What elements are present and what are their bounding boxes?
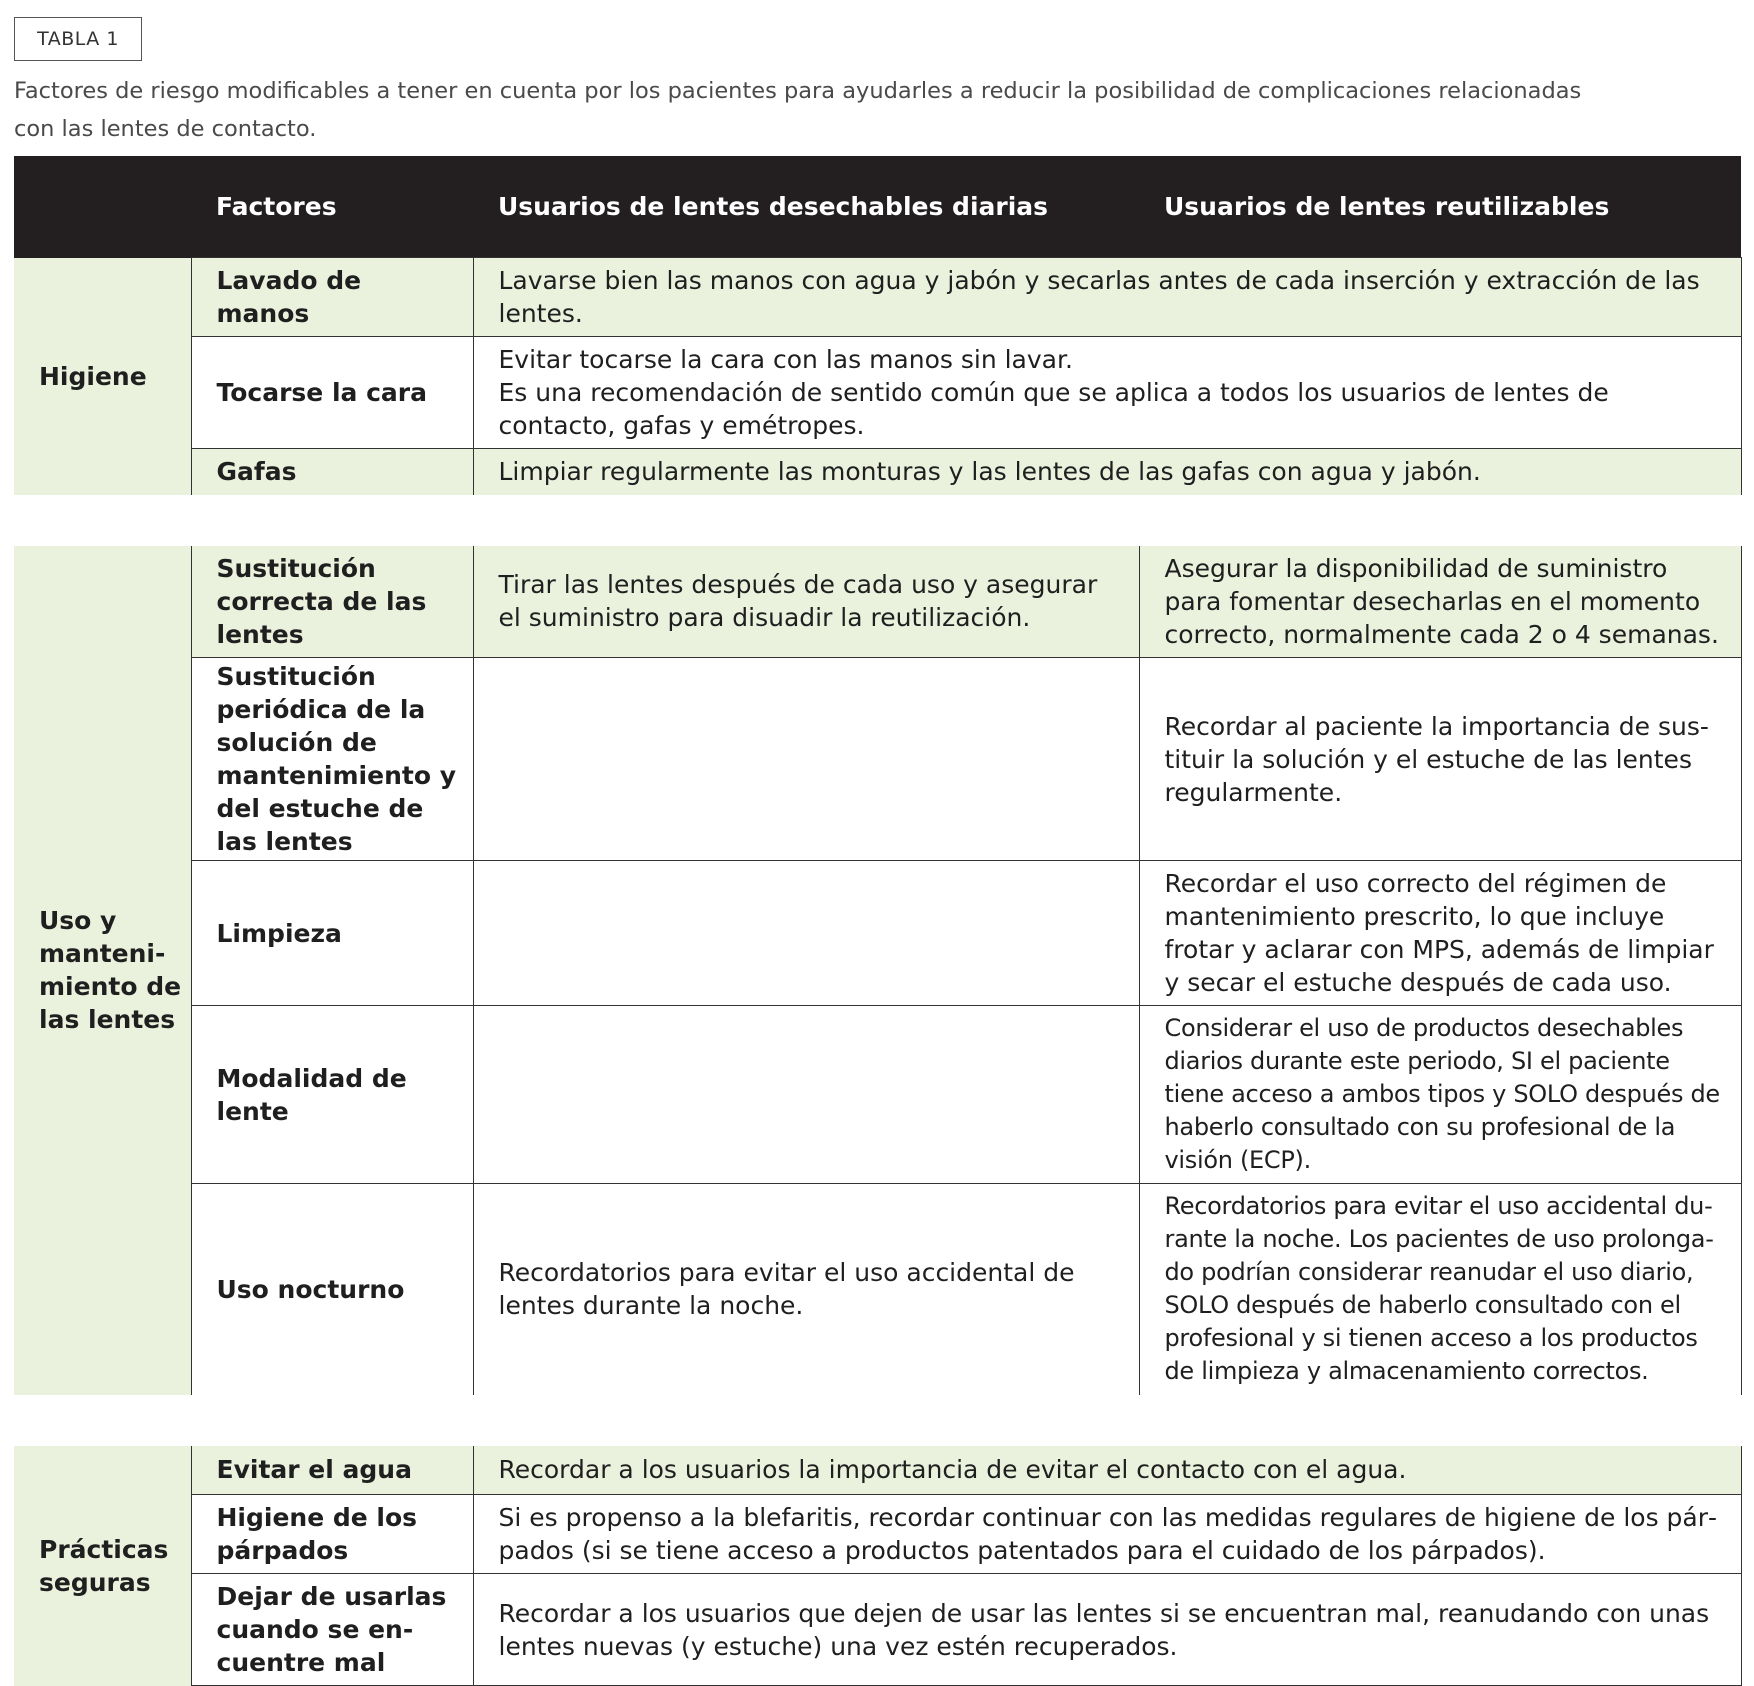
- text-lavado-de-manos: Lavarse bien las manos con agua y jabón y secarlas antes de cada inserción y extracción de las lentes.: [473, 258, 1741, 337]
- text-tocarse-line-2: Es una recomendación de sentido común que se aplica a todos los usuarios de lentes de contacto, gafas y emétropes.: [498, 378, 1609, 440]
- reutilizables-sustitucion-correcta: Asegurar la disponibilidad de suministro para fomentar desecharlas en el momento correcto, normalmente cada 2 o 4 semanas.: [1139, 546, 1741, 658]
- factor-higiene-de-los-parpados: Higiene de los párpados: [191, 1495, 473, 1574]
- text-evitar-el-agua: Recordar a los usuarios la importancia de evitar el contacto con el agua.: [473, 1446, 1741, 1495]
- table-row: [14, 658, 1741, 861]
- text-dejar-de-usarlas: Recordar a los usuarios que dejen de usar las lentes si se encuentran mal, reanudando con unas lentes nuevas (y estuche) una vez estén recuperados.: [473, 1574, 1741, 1686]
- table-caption: [14, 72, 1634, 148]
- group-higiene: Higiene: [14, 258, 191, 495]
- factor-sustitucion-periodica: Sustitución periódica de la solución de mantenimiento y del estuche de las lentes: [191, 658, 473, 861]
- header-factores: Factores: [191, 156, 473, 258]
- risk-factors-table: [14, 156, 1742, 1686]
- factor-modalidad-de-lente: Modalidad de lente: [191, 1006, 473, 1184]
- group-spacer: [14, 1395, 1741, 1446]
- factor-lavado-de-manos: Lavado de manos: [191, 258, 473, 337]
- table-row: [14, 449, 1741, 495]
- table-row: [14, 1184, 1741, 1395]
- factor-dejar-de-usarlas: Dejar de usarlas cuando se encuentre mal: [191, 1574, 473, 1686]
- reutilizables-limpieza: Recordar el uso correcto del régimen de mantenimiento prescrito, lo que incluye frotar y aclarar con MPS, además de limpiar y secar el estuche después de cada uso.: [1139, 861, 1741, 1006]
- text-higiene-de-los-parpados: Si es propenso a la blefaritis, recordar continuar con las medidas regulares de higiene de los párpados (si se tiene acceso a productos patentados para el cuidado de los párpados).: [473, 1495, 1741, 1574]
- caption-line-1: Factores de riesgo modificables a tener en cuenta por los pacientes para ayudarles a reducir la posibilidad de complicaciones relacionadas: [14, 78, 1582, 104]
- group-spacer: [14, 495, 1741, 546]
- diarias-modalidad-de-lente: [473, 1006, 1139, 1184]
- table-row: [14, 1446, 1741, 1495]
- text-tocarse-la-cara: [473, 337, 1741, 449]
- reutilizables-sustitucion-periodica: Recordar al paciente la importancia de sustituir la solución y el estuche de las lentes regularmente.: [1139, 658, 1741, 861]
- header-diarias: Usuarios de lentes desechables diarias: [473, 156, 1139, 258]
- header-empty: [14, 156, 191, 258]
- table-row: [14, 861, 1741, 1006]
- factor-tocarse-la-cara: Tocarse la cara: [191, 337, 473, 449]
- table-row: [14, 1006, 1741, 1184]
- diarias-limpieza: [473, 861, 1139, 1006]
- diarias-sustitucion-correcta: Tirar las lentes después de cada uso y asegurar el suministro para disuadir la reutilización.: [473, 546, 1139, 658]
- diarias-sustitucion-periodica: [473, 658, 1139, 861]
- factor-uso-nocturno: Uso nocturno: [191, 1184, 473, 1395]
- diarias-uso-nocturno: Recordatorios para evitar el uso accidental de lentes durante la noche.: [473, 1184, 1139, 1395]
- table-row: [14, 1574, 1741, 1686]
- reutilizables-modalidad-de-lente: Considerar el uso de productos desechables diarios durante este periodo, SI el paciente tiene acceso a ambos tipos y SOLO después de haberlo consultado con su profesional de la visión (ECP).: [1139, 1006, 1741, 1184]
- factor-gafas: Gafas: [191, 449, 473, 495]
- reutilizables-uso-nocturno: Recordatorios para evitar el uso accidental durante la noche. Los pacientes de uso prolongado podrían considerar reanudar el uso diario, SOLO después de haberlo consultado con el profesional y si tienen acceso a los productos de limpieza y almacenamiento correctos.: [1139, 1184, 1741, 1395]
- group-practicas-seguras: Prácticas seguras: [14, 1446, 191, 1686]
- table-header-row: [14, 156, 1741, 258]
- factor-evitar-el-agua: Evitar el agua: [191, 1446, 473, 1495]
- text-tocarse-line-1: Evitar tocarse la cara con las manos sin lavar.: [498, 345, 1073, 374]
- text-gafas: Limpiar regularmente las monturas y las lentes de las gafas con agua y jabón.: [473, 449, 1741, 495]
- factor-limpieza: Limpieza: [191, 861, 473, 1006]
- table-row: [14, 546, 1741, 658]
- table-row: [14, 337, 1741, 449]
- table-row: [14, 258, 1741, 337]
- table-number-label: TABLA 1: [14, 17, 142, 61]
- caption-line-2: con las lentes de contacto.: [14, 116, 317, 142]
- group-uso-y-mantenimiento: Uso y mantenimiento de las lentes: [14, 546, 191, 1395]
- factor-sustitucion-correcta: Sustitución correcta de las lentes: [191, 546, 473, 658]
- table-row: [14, 1495, 1741, 1574]
- header-reutilizables: Usuarios de lentes reutilizables: [1139, 156, 1741, 258]
